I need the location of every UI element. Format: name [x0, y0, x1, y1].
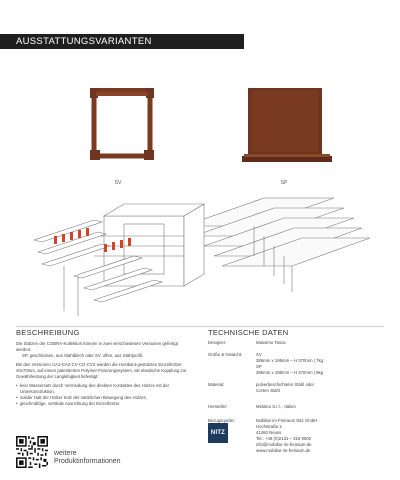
- description-title: BESCHREIBUNG: [16, 328, 80, 337]
- spec-value[interactable]: info@mobiliar-im-freiraum.de: [256, 442, 312, 447]
- spec-value: SP: [256, 364, 262, 369]
- description-intro: Die Stützen der COBRA-Kollektion können in zwei verschiedenen Versionen gefertigt werden:: [16, 341, 178, 352]
- spec-value: 386mm x 195mm – H 370mm | 9kg: [256, 370, 324, 375]
- header-bar: [0, 34, 244, 49]
- more-info-link[interactable]: [54, 450, 121, 466]
- spec-value: Corten Stahl: [256, 388, 280, 393]
- divider: [16, 326, 384, 327]
- variant-sp-label: SP: [280, 180, 288, 186]
- page-title: AUSSTATTUNGSVARIANTEN: [16, 36, 152, 47]
- spec-value: pulverbeschichteter Stahl oder: [256, 382, 315, 387]
- spec-label: Größe & Gewicht:: [208, 352, 243, 357]
- description-text: [16, 341, 192, 407]
- spec-label: Designer:: [208, 340, 227, 345]
- spec-value: Hochstraße 2: [256, 424, 282, 429]
- description-variants: SP, geschlossen, aus Stahlblech oder SV, offen, aus Stahlprofil.: [22, 353, 144, 358]
- variant-sp-image: [242, 86, 332, 170]
- assembly-drawing: [34, 196, 374, 318]
- variant-sv-label: SV: [114, 180, 122, 186]
- list-item: • gleichmäßige, vertikale Ausrichtung der Einzelhölzer.: [16, 401, 192, 407]
- specs-title: TECHNISCHE DATEN: [208, 328, 289, 337]
- nitz-logo: NITZ: [208, 423, 228, 443]
- list-item: • solider Halt der Hölzer trotz der natürlichen Bewegung des Holzes,: [16, 395, 192, 401]
- more-info-line1: weitere: [54, 450, 77, 457]
- variant-sv-image: [90, 88, 154, 164]
- list-item: • kein Wassersatz durch Vermeidung des direkten Kontaktes des Holzes mit der Unterkonstruktion,: [16, 383, 192, 395]
- spec-value: Mobiliar im Freiraum Nitz GmbH: [256, 418, 318, 423]
- spec-value: Massimo Tasca: [256, 340, 286, 345]
- description-para2: Bei den Versionen CA1-CA2-CV-CO-CVS werden die Hostkant-gestützten Einzelhölzer 40x70mm, auf einem patentierten Polymer-Fixierungssystem, als elastische Kupplung zur Gewährleistung der Langlebigkeit befestigt:: [16, 362, 187, 379]
- spec-value: 41460 Neuss: [256, 430, 282, 435]
- spec-label: Hersteller:: [208, 404, 228, 409]
- spec-value[interactable]: www.mobiliar-im-freiraum.de: [256, 448, 311, 453]
- spec-label: Material:: [208, 382, 225, 387]
- spec-value: SV: [256, 352, 262, 357]
- spec-value: 386mm x 195mm – H 370mm | 7kg: [256, 358, 324, 363]
- spec-value: Metalco S.r.l. , Italien: [256, 404, 296, 409]
- more-info-line2: Produktinformationen: [54, 458, 121, 465]
- description-bullets: [16, 383, 192, 407]
- spec-label: Bezugsquelle:: [208, 418, 235, 423]
- spec-value: Tel.: +49 (0)2131 – 316 9000: [256, 436, 312, 441]
- qr-code[interactable]: [16, 436, 48, 468]
